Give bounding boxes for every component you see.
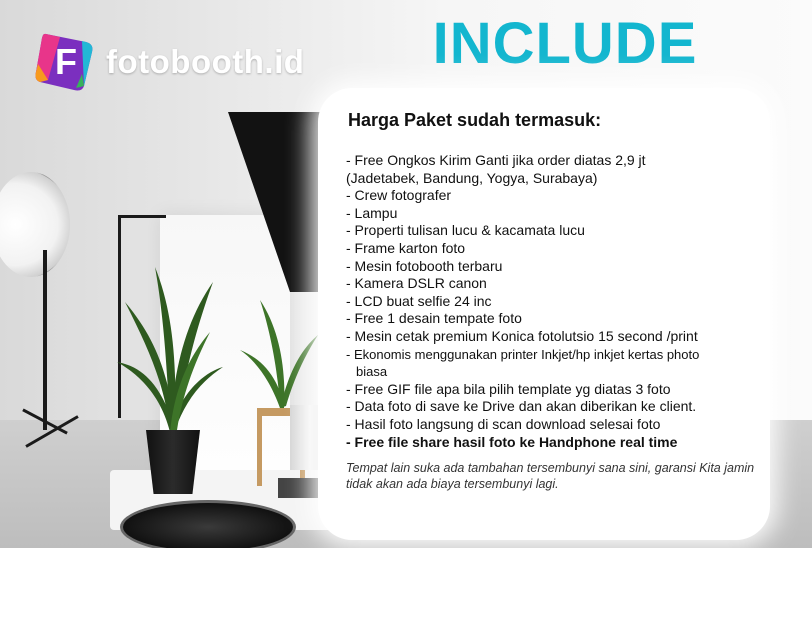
round-table	[120, 500, 296, 548]
tripod-arm	[118, 215, 166, 218]
list-item: - Hasil foto langsung di scan download selesai foto	[346, 415, 661, 432]
footnote: Tempat lain suka ada tambahan tersembunyi sana sini, garansi Kita jamin tidak akan ada biaya tersembunyi lagi.	[346, 461, 755, 491]
equipment-cart	[278, 478, 318, 498]
plant-right	[240, 300, 320, 410]
logo-mark	[32, 30, 98, 94]
light-stand	[43, 250, 47, 430]
brand-name: fotobooth.id	[106, 43, 305, 80]
includes-list	[346, 152, 756, 451]
list-item: - Lampu	[346, 204, 398, 221]
brand-logo	[32, 30, 304, 94]
logo-letter: F	[55, 41, 77, 82]
list-item: - Ekonomis menggunakan printer Inkjet/hp inkjet kertas photo biasa	[346, 346, 700, 380]
list-item: - Mesin cetak premium Konica fotolutsio 15 second /print	[346, 327, 698, 344]
list-item: - Data foto di save ke Drive dan akan diberikan ke client.	[346, 398, 697, 415]
list-item: - LCD buat selfie 24 inc	[346, 292, 492, 309]
list-item: - Free Ongkos Kirim Ganti jika order diatas 2,9 jt (Jadetabek, Bandung, Yogya, Surabaya)	[346, 152, 646, 186]
page-title: INCLUDE	[432, 11, 698, 76]
list-item: - Free 1 desain tempate foto	[346, 310, 522, 327]
umbrella-light	[0, 172, 70, 277]
list-item: - Free GIF file apa bila pilih template yg diatas 3 foto	[346, 380, 671, 397]
list-item: - Kamera DSLR canon	[346, 275, 487, 292]
list-item: - Properti tulisan lucu & kacamata lucu	[346, 222, 585, 239]
plant-pot	[146, 430, 200, 494]
plant-left	[115, 262, 225, 437]
card-heading: Harga Paket sudah termasuk:	[348, 110, 602, 130]
list-item: - Mesin fotobooth terbaru	[346, 257, 503, 274]
package-includes-card	[318, 88, 770, 540]
list-item: - Frame karton foto	[346, 239, 466, 256]
list-item: - Crew fotografer	[346, 187, 452, 204]
list-item: - Free file share hasil foto ke Handphone real time	[346, 433, 678, 450]
